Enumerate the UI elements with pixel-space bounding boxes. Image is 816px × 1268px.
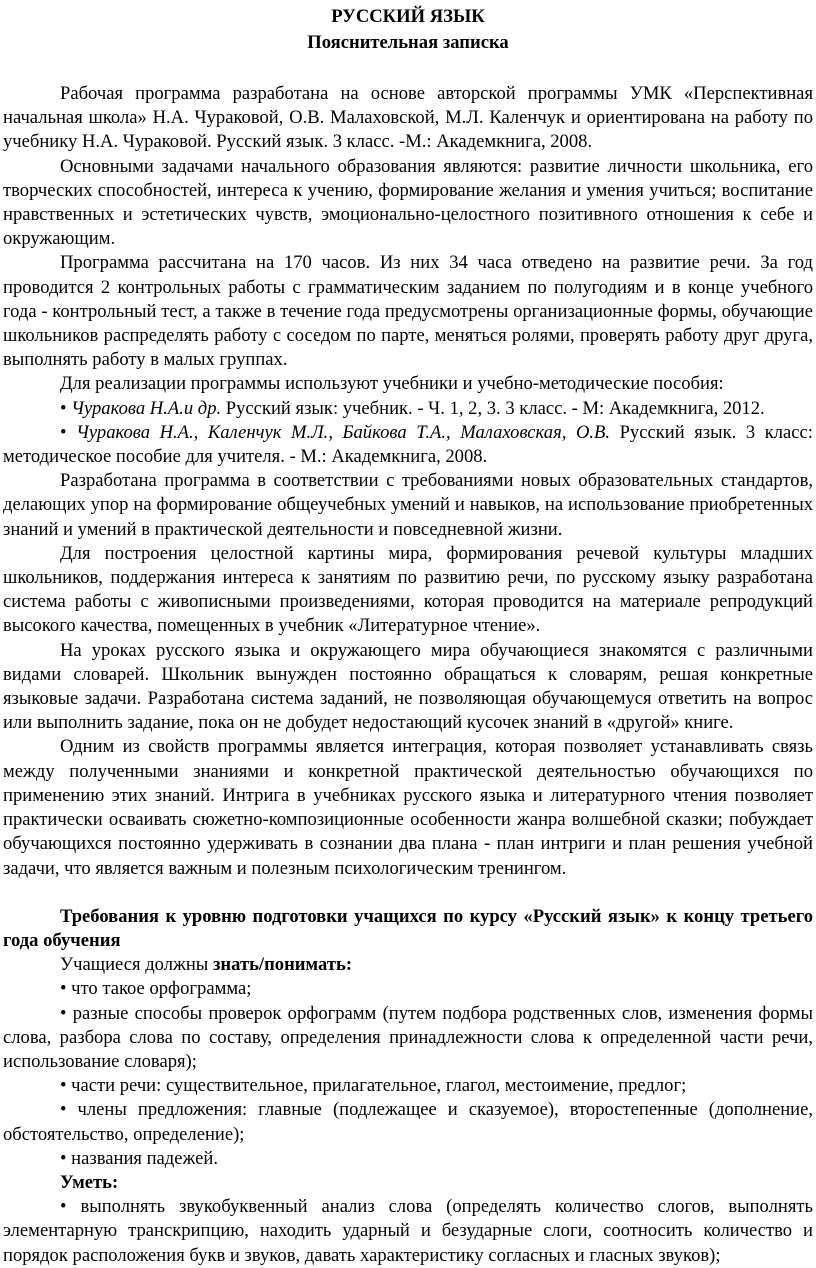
paragraph-dictionaries: На уроках русского языка и окружающего мира обучающиеся знакомятся с различными видами словарей. Школьник вынужден постоянно обращаться к словарям, решая конкретные языковые задачи. Разработана система заданий, не позволяющая обучающемуся ответить на вопрос или выполнить задание, пока он не добудет недостающий кусочек знаний в «другой» книге.: [3, 639, 813, 734]
paragraph-paintings: Для построения целостной картины мира, формирования речевой культуры младших школьников, поддержания интереса к занятиям по развитию речи, по русскому языку разработана система работы с живописными произведениями, которая проводится на материале репродукций высокого качества, помещенных в учебник «Литературное чтение».: [3, 542, 813, 637]
list-item: • что такое орфограмма;: [60, 978, 252, 1000]
know-prefix: Учащиеся должны: [60, 954, 213, 976]
list-item: • выполнять звукобуквенный анализ слова (определять количество слогов, выполнять элементарную транскрипцию, находить ударный и безударные слоги, соотносить количество и порядок расположения букв и звуков, давать характеристику согласных и гласных звуков);: [3, 1196, 813, 1266]
requirements-heading: Требования к уровню подготовки учащихся по курсу «Русский язык» к концу третьего года обучения: [3, 905, 813, 951]
reference-author: Чуракова Н.А.и др.: [71, 397, 222, 419]
document-body: [3, 82, 813, 1268]
reference-author: Чуракова Н.А., Каленчук М.Л., Байкова Т.А., Малаховская, О.В.: [76, 421, 611, 443]
page-subtitle: Пояснительная записка: [307, 32, 509, 53]
paragraph-hours: Программа рассчитана на 170 часов. Из них 34 часа отведено на развитие речи. За год проводится 2 контрольных работы с грамматическим заданием по полугодиям и в конце учебного года - контрольный тест, а также в течение года предусмотрены организационные формы, обучающие школьников распределять работу с соседом по парте, меняться ролями, проверять работу друг друга, выполнять работу в малых группах.: [3, 252, 813, 371]
reference-text: Русский язык. 3 класс: методическое пособие для учителя. - М.: Академкнига, 2008.: [3, 421, 813, 468]
reference-text: Русский язык: учебник. - Ч. 1, 2, 3. 3 класс. - М: Академкнига, 2012.: [221, 397, 765, 419]
paragraph-program-basis: Рабочая программа разработана на основе авторской программы УМК «Перспективная начальная школа» Н.А. Чураковой, О.В. Малаховской, М.Л. Каленчук и ориентирована на работу по учебнику Н.А. Чураковой. Русский язык. 3 класс. -М.: Академкнига, 2008.: [3, 83, 813, 153]
list-item: • части речи: существительное, прилагательное, глагол, местоимение, предлог;: [60, 1075, 687, 1097]
reference-item-2: [3, 421, 813, 469]
reference-item-1: [3, 397, 813, 421]
know-intro: [3, 953, 813, 977]
paragraph-textbooks-intro: Для реализации программы используют учебники и учебно-методические пособия:: [60, 373, 724, 395]
know-label: знать/понимать:: [212, 954, 353, 976]
able-label: Уметь:: [60, 1171, 119, 1193]
paragraph-standards: Разработана программа в соответствии с требованиями новых образовательных стандартов, делающих упор на формирование общеучебных умений и навыков, на использование приобретенных знаний и умений в практической деятельности и повседневной жизни.: [3, 470, 813, 540]
bullet: •: [60, 421, 77, 443]
page-title: РУССКИЙ ЯЗЫК: [331, 6, 485, 27]
list-item: • названия падежей.: [60, 1147, 218, 1169]
list-item: • члены предложения: главные (подлежащее и сказуемое), второстепенные (дополнение, обстоятельство, определение);: [3, 1099, 813, 1145]
paragraph-integration: Одним из свойств программы является интеграция, которая позволяет устанавливать связь между полученными знаниями и конкретной практической деятельностью обучающихся по применению этих знаний. Интрига в учебниках русского языка и литературного чтения позволяет практически осваивать сюжетно-композиционные особенности жанра волшебной сказки; побуждает обучающихся постоянно удерживать в сознании два плана - план интриги и план решения учебной задачи, что является важным и полезным психологическим тренингом.: [3, 736, 813, 879]
bullet: •: [60, 397, 72, 419]
list-item: • разные способы проверок орфограмм (путем подбора родственных слов, изменения формы слова, разбора слова по составу, определения принадлежности слова к определенной части речи, использование словаря);: [3, 1002, 813, 1072]
paragraph-main-tasks: Основными задачами начального образования являются: развитие личности школьника, его творческих способностей, интереса к учению, формирование желания и умения учиться; воспитание нравственных и эстетических чувств, эмоционально-целостного позитивного отношения к себе и окружающим.: [3, 155, 813, 250]
